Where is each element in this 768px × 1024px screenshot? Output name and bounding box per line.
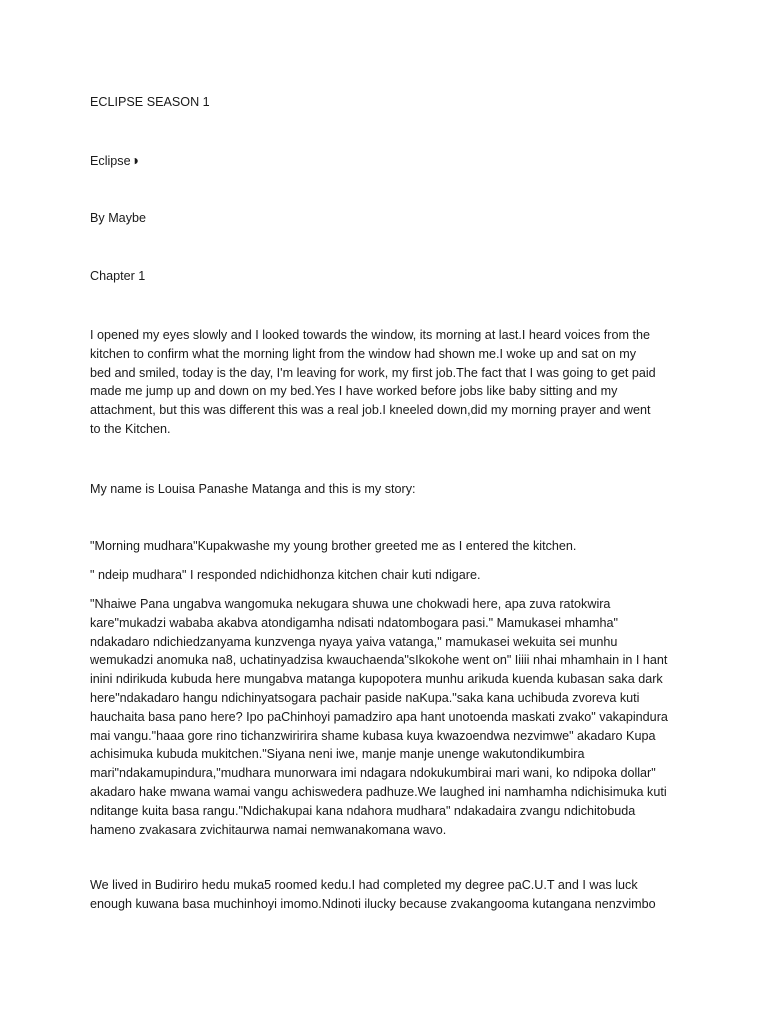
story-title — [90, 151, 680, 171]
half-moon-icon: ◑ — [130, 152, 140, 168]
paragraph: My name is Louisa Panashe Matanga and this is my story: — [90, 482, 416, 496]
chapter-heading: Chapter 1 — [90, 269, 146, 283]
paragraph: "Morning mudhara"Kupakwashe my young brother greeted me as I entered the kitchen. — [90, 539, 577, 553]
paragraph: We lived in Budiriro hedu muka5 roomed kedu.I had completed my degree paC.U.T and I was luck enough kuwana basa muchinhoyi imomo.Ndinoti ilucky because zvakangooma kutangana nenzvimbo — [90, 878, 656, 911]
author-line: By Maybe — [90, 211, 146, 225]
paragraph: "Nhaiwe Pana ungabva wangomuka nekugara shuwa une chokwadi here, apa zuva ratokwira kare"mukadzi wababa akabva atondigamha ndisati ndatombogara pasi." Mamukasei mhamha" ndakadaro ndichiedzanyama kunzvenga nyaya yaiva vatanga," mamukasei wekuita sei munhu wemukadzi anomuka na8, uchatinyadzisa kwauchaenda"sIkokohe went on" Iiiii nhai mhamhain in I hant inini ndirikuda kubuda here mungabva matanga kupopotera munhu arikuda kuenda kubasan saka dark here"ndakadaro hangu ndichinyatsogara pachair paside naKupa."saka kana uchibuda zvoreva kuti hauchaita basa pano here? Ipo paChinhoyi pamadziro apa hant unotoenda maskati zvako" vakapindura mai vangu."haaa gore rino tichanzwiririra shame kubasa kuya kwazoendwa nezvimwe" akadaro Kupa achisimuka kubuda mukitchen."Siyana neni iwe, manje manje unenge wakutondikumbira mari"ndakamupindura,"mudhara munorwara imi ndagara ndokukumbirai mari wani, ko ndipoka dollar" akadaro hake mwana wamai vangu achiswedera padhuze.We laughed ini namhamha ndichisimuka kuti nditange kuita basa rangu."Ndichakupai kana ndahora mudhara" ndakadaira zvangu ndichitobuda hameno zvakasara zvichitaurwa namai nemwanakomana wavo. — [90, 597, 668, 837]
story-title-text: Eclipse — [90, 154, 131, 168]
paragraph: " ndeip mudhara" I responded ndichidhonza kitchen chair kuti ndigare. — [90, 568, 481, 582]
document-heading: ECLIPSE SEASON 1 — [90, 95, 210, 109]
paragraph: I opened my eyes slowly and I looked towards the window, its morning at last.I heard voices from the kitchen to confirm what the morning light from the window had shown me.I woke up and sat on my bed and smiled, today is the day, I'm leaving for work, my first job.The fact that I was going to get paid made me jump up and down on my bed.Yes I have worked before jobs like baby sitting and my attachment, but this was different this was a real job.I kneeled down,did my morning prayer and went to the Kitchen. — [90, 328, 656, 436]
